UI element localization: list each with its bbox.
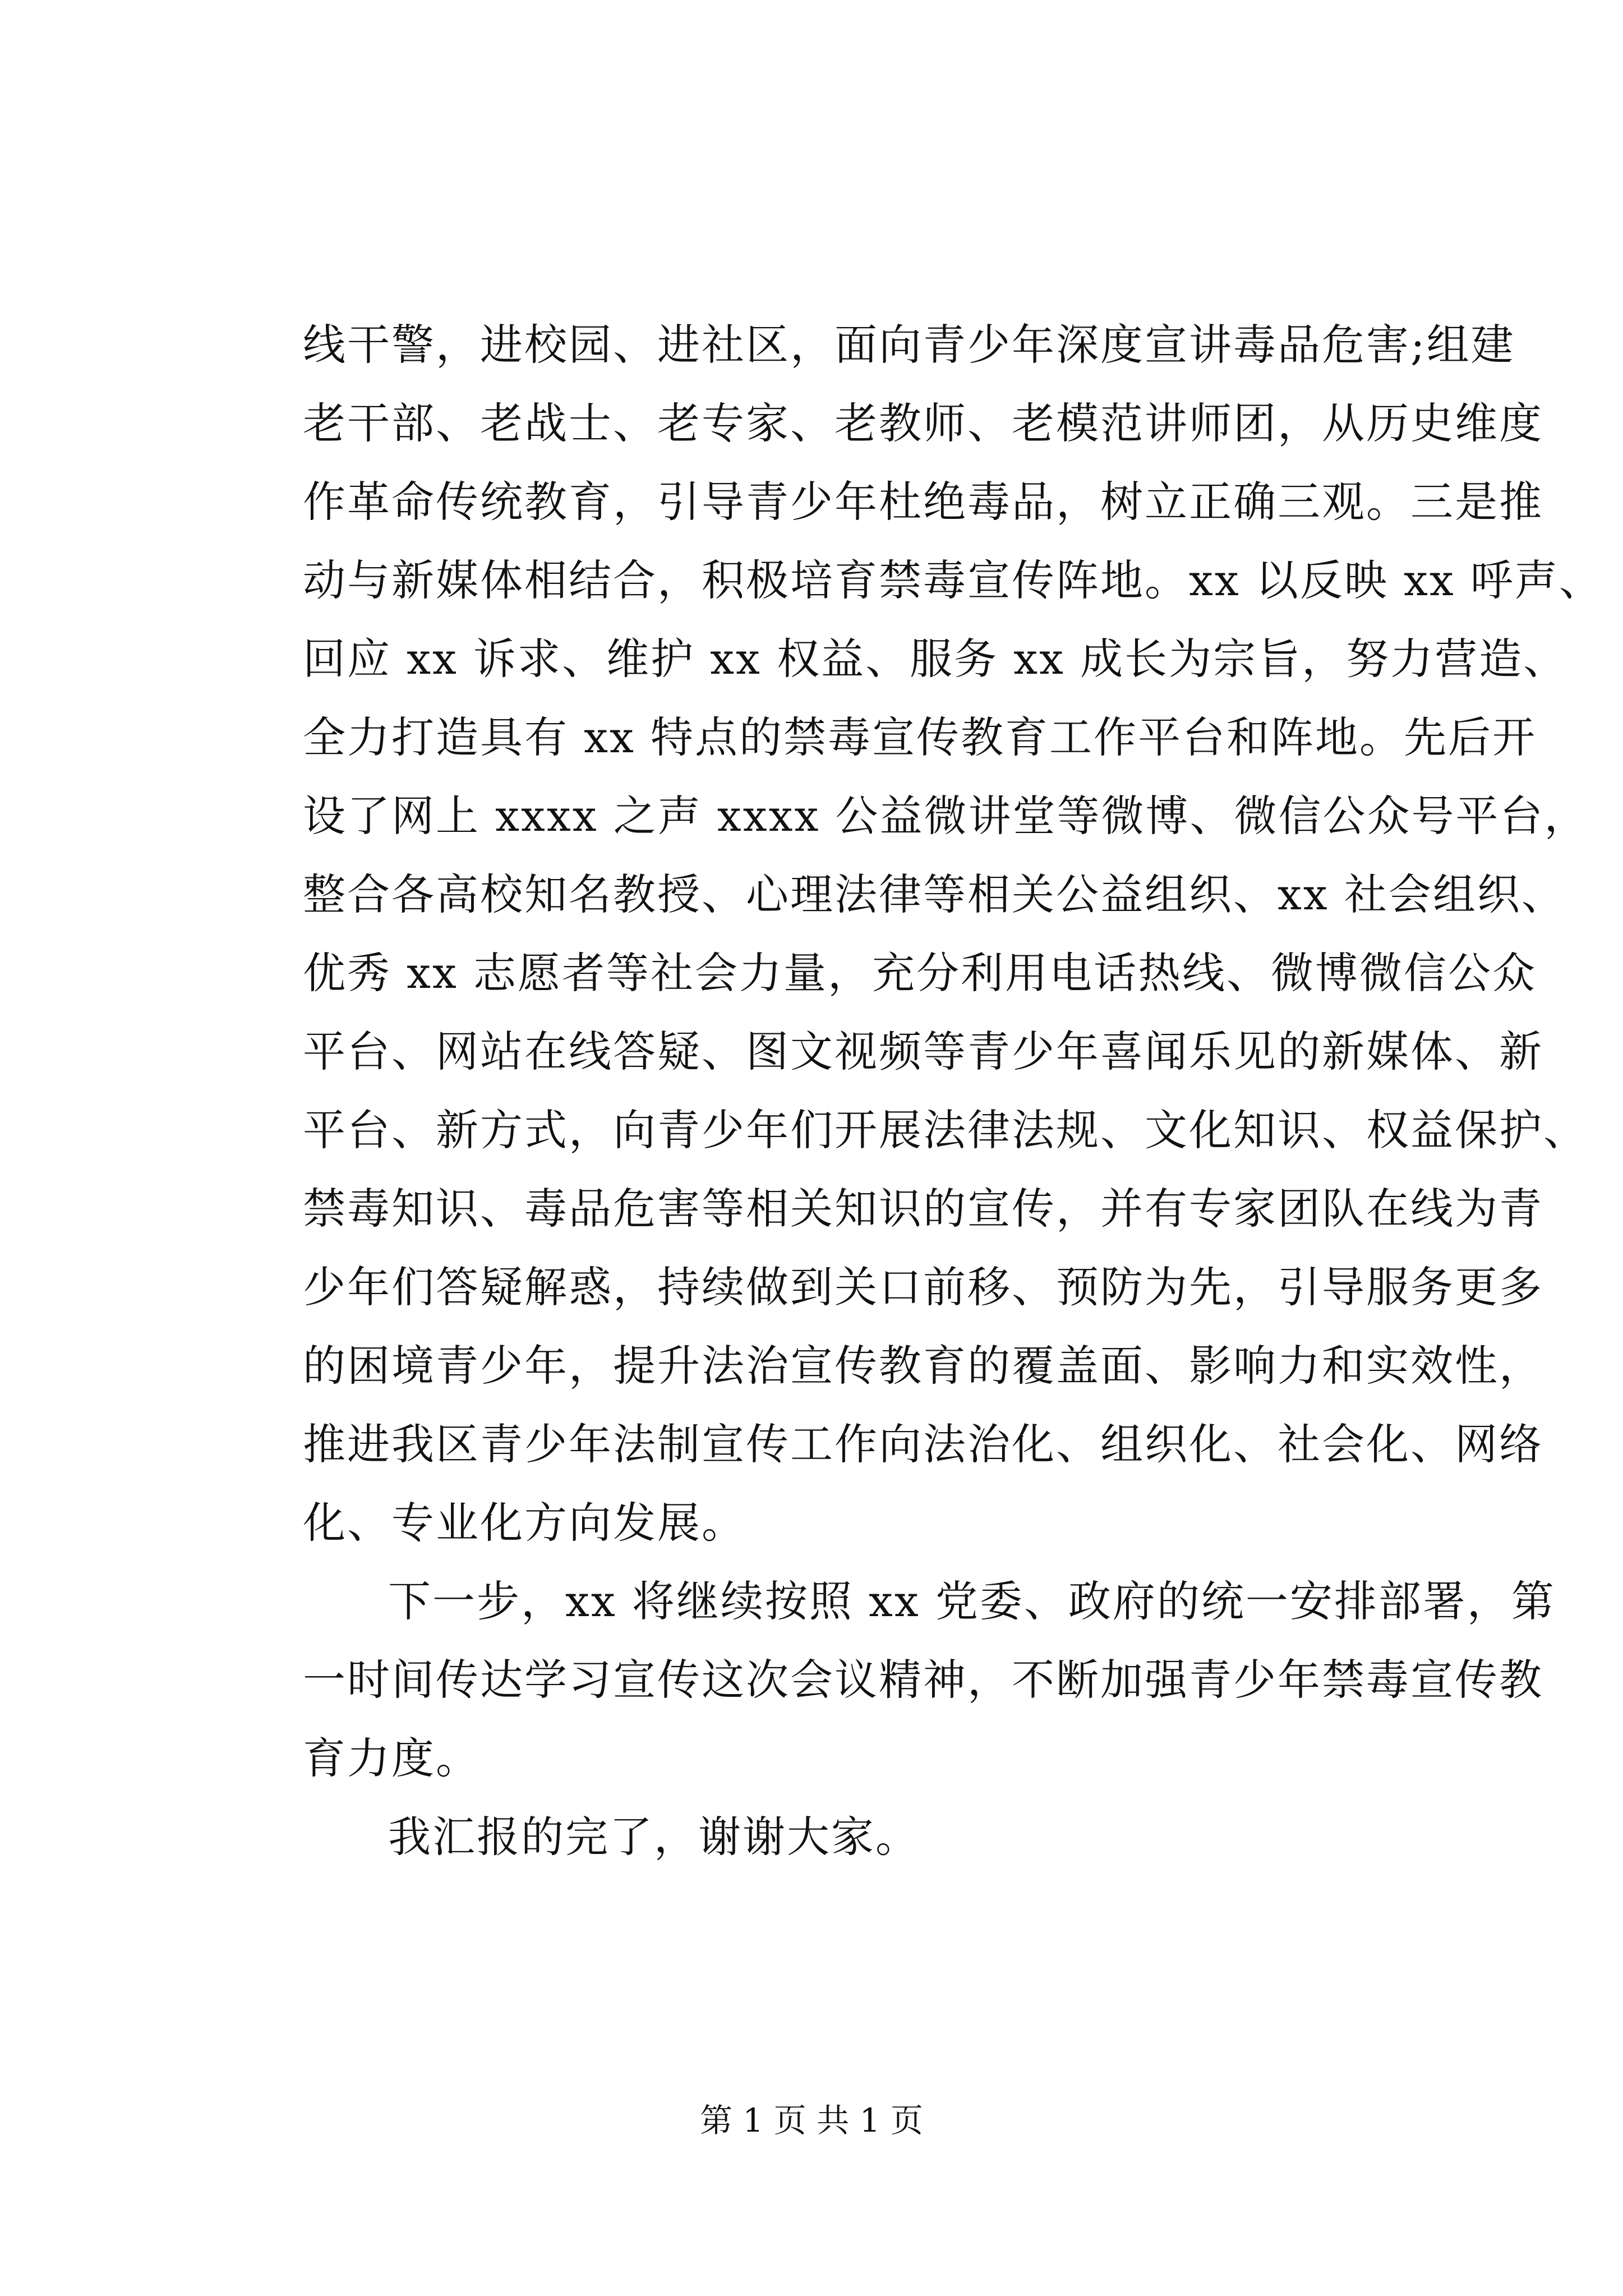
text-line: 平台、新方式，向青少年们开展法律法规、文化知识、权益保护、 (303, 1105, 1588, 1155)
text-line: 整合各高校知名教授、心理法律等相关公益组织、xx 社会组织、 (303, 869, 1566, 919)
text-line: 全力打造具有 xx 特点的禁毒宣传教育工作平台和阵地。先后开 (303, 712, 1537, 762)
text-line: 育力度。 (303, 1733, 480, 1783)
paragraph-1 (303, 306, 1603, 1562)
paragraph-3 (303, 1798, 1419, 1876)
text-line: 一时间传达学习宣传这次会议精神，不断加强青少年禁毒宣传教 (303, 1655, 1543, 1705)
text-line: 老干部、老战士、老专家、老教师、老模范讲师团，从历史维度 (303, 398, 1543, 448)
text-line: 动与新媒体相结合，积极培育禁毒宣传阵地。xx 以反映 xx 呼声、 (303, 555, 1603, 605)
text-line: 平台、网站在线答疑、图文视频等青少年喜闻乐见的新媒体、新 (303, 1027, 1543, 1076)
text-line: 下一步，xx 将继续按照 xx 党委、政府的统一安排部署，第 (388, 1576, 1556, 1626)
paragraph-2 (303, 1562, 1556, 1798)
text-line: 少年们答疑解惑，持续做到关口前移、预防为先，引导服务更多 (303, 1262, 1543, 1312)
text-line: 禁毒知识、毒品危害等相关知识的宣传，并有专家团队在线为青 (303, 1184, 1543, 1234)
text-line: 回应 xx 诉求、维护 xx 权益、服务 xx 成长为宗旨，努力营造、 (303, 634, 1568, 684)
text-line: 我汇报的完了，谢谢大家。 (388, 1812, 920, 1862)
text-line: 作革命传统教育，引导青少年杜绝毒品，树立正确三观。三是推 (303, 477, 1543, 527)
text-line: 的困境青少年，提升法治宣传教育的覆盖面、影响力和实效性， (303, 1341, 1543, 1391)
document-body (303, 306, 1603, 1876)
text-line: 线干警，进校园、进社区，面向青少年深度宣讲毒品危害;组建 (303, 320, 1515, 370)
text-line: 推进我区青少年法制宣传工作向法治化、组织化、社会化、网络 (303, 1419, 1543, 1469)
text-line: 化、专业化方向发展。 (303, 1498, 746, 1548)
text-line: 设了网上 xxxx 之声 xxxx 公益微讲堂等微博、微信公众号平台， (303, 791, 1589, 841)
page-footer: 第 1 页 共 1 页 (700, 2101, 923, 2139)
text-line: 优秀 xx 志愿者等社会力量，充分利用电话热线、微博微信公众 (303, 948, 1537, 998)
